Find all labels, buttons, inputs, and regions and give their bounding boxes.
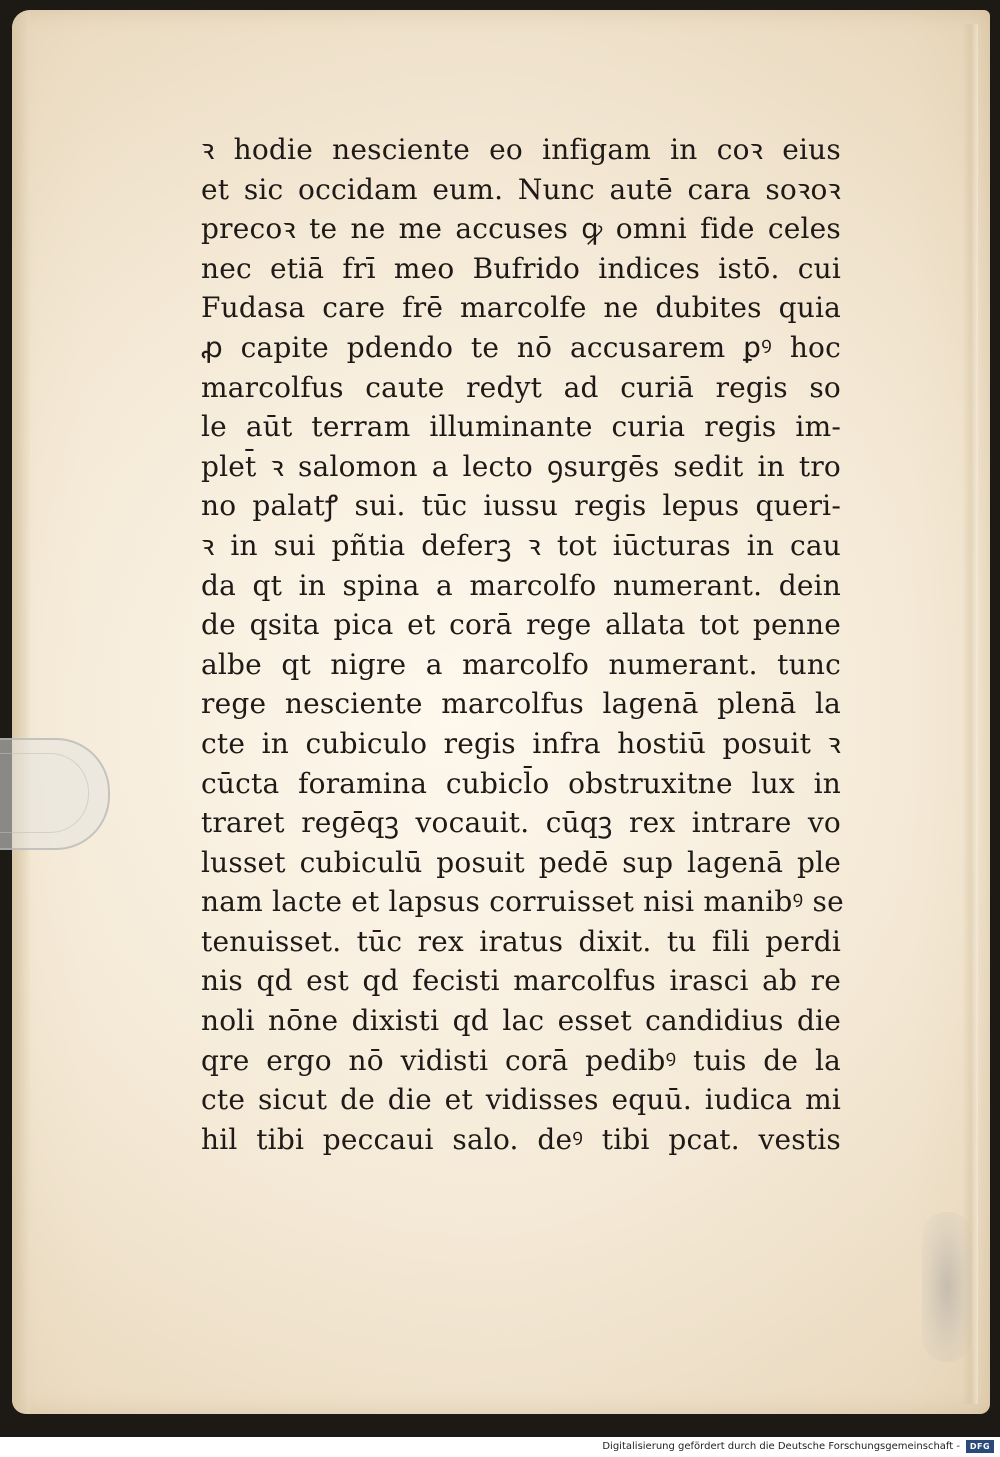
text-line: Fudasa care frē marcolfe ne dubites quia (201, 291, 841, 325)
text-line: da qt in spina a marcolfo numerant. dein (201, 568, 841, 602)
text-line: marcolfus caute redyt ad curiā regis so (201, 370, 841, 404)
funding-credit: Digitalisierung gefördert durch die Deutsche Forschungsgemeinschaft - (602, 1441, 960, 1452)
text-line: nam lacte et lapsus corruisset nisi manibꝰ se (201, 885, 844, 919)
text-line: albe qt nigre a marcolfo numerant. tunc (201, 647, 841, 681)
page-clip-inner (0, 753, 89, 833)
text-line: plet̄ ꝛ salomon a lecto ꝯsurgēs sedit in tro (201, 449, 841, 483)
text-line: cūcta foramina cubicl̄o obstruxitne lux in (201, 766, 841, 800)
blackletter-text-block (201, 130, 844, 1159)
text-line: nec etiā frī meo Bufrido indices istō. cui (201, 251, 841, 285)
text-line: tenuisset. tūc rex iratus dixit. tu fili perdi (201, 924, 841, 958)
text-line: ꝛ hodie nesciente eo infigam in coꝛ eius (201, 133, 841, 166)
text-line: le aūt terram illuminante curia regis im- (201, 410, 841, 444)
text-line: traret regēqꝫ vocauit. cūqꝫ rex intrare vo (201, 806, 841, 840)
text-line: cte sicut de die et vidisses equū. iudica mi (201, 1083, 841, 1117)
text-line: qre ergo nō vidisti corā pedibꝰ tuis de la (201, 1043, 841, 1077)
page-fold-shadow (962, 24, 978, 1404)
text-line: de qsita pica et corā rege allata tot penne (201, 608, 841, 642)
text-line: rege nesciente marcolfus lagenā plenā la (201, 687, 841, 721)
text-line: ꝛ in sui pñtia deferꝫ ꝛ tot iūcturas in cau (201, 528, 841, 562)
dfg-logo: DFG (966, 1440, 994, 1453)
page-left-edge (12, 10, 30, 1414)
text-line: no palatꝭ sui. tūc iussu regis lepus queri- (201, 489, 841, 523)
text-line: noli nōne dixisti qd lac esset candidius die (201, 1004, 841, 1038)
text-line: et sic occidam eum. Nunc autē cara soꝛoꝛ (201, 172, 841, 206)
text-line: cte in cubiculo regis infra hostiū posuit ꝛ (201, 726, 841, 760)
text-line: hil tibi peccaui salo. deꝰ tibi pcat. vestis (201, 1122, 841, 1156)
text-line: lusset cubiculū posuit pedē sup lagenā ple (201, 845, 841, 879)
paper-stain (922, 1212, 972, 1362)
text-line: ꝓ capite pdendo te nō accusarem ꝑꝰ hoc (201, 330, 841, 364)
text-line: nis qd est qd fecisti marcolfus irasci ab re (201, 964, 841, 998)
footer-bar (0, 1437, 1000, 1457)
text-line: precoꝛ te ne me accuses ꝙ omni fide celes (201, 212, 841, 246)
